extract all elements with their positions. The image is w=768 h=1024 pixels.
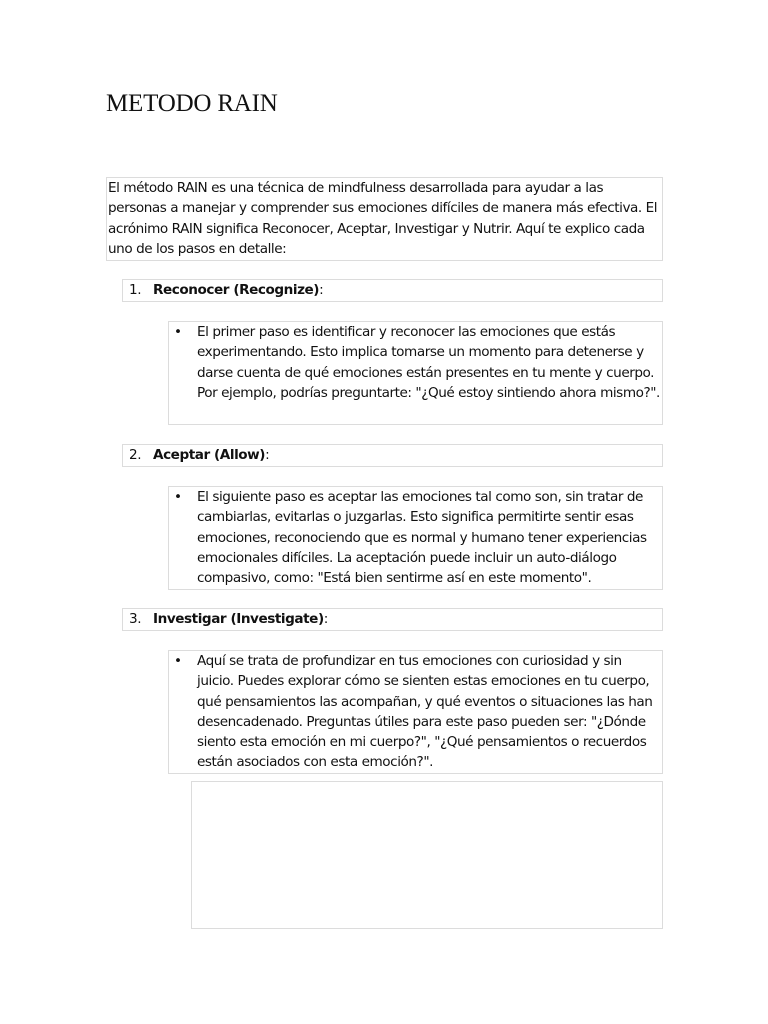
intro-paragraph: El método RAIN es una técnica de mindfulness desarrollada para ayudar a las personas a manejar y comprender sus emociones difíciles de manera más efectiva. El acrónimo RAIN significa Reconocer, Aceptar, Investigar y Nutrir. Aquí te explico cada uno de los pasos en detalle: [106, 177, 663, 261]
bullet-icon: • [174, 653, 182, 669]
step-number: 1. [129, 282, 142, 298]
step-detail-recognize [168, 321, 663, 425]
bullet-icon: • [174, 489, 182, 505]
step-detail-allow [168, 486, 663, 590]
step-number: 3. [129, 611, 142, 627]
step-heading-allow [122, 444, 663, 467]
step-name: Reconocer (Recognize) [153, 282, 320, 298]
step-number: 2. [129, 447, 142, 463]
step-name: Aceptar (Allow) [153, 447, 266, 463]
step-suffix: : [323, 611, 328, 627]
step-detail-text: El siguiente paso es aceptar las emociones tal como son, sin tratar de cambiarlas, evitarlas o juzgarlas. Esto significa permitirte sentir esas emociones, reconociendo que es normal y humano tener experiencias emocionales difíciles. La aceptación puede incluir un auto-diálogo compasivo, como: "Está bien sentirme así en este momento". [197, 489, 647, 587]
step-name: Investigar (Investigate) [153, 611, 324, 627]
step-suffix: : [319, 282, 324, 298]
step-heading-investigate [122, 608, 663, 631]
document-title: METODO RAIN [106, 90, 278, 117]
step-detail-investigate [168, 650, 663, 774]
step-heading-recognize [122, 279, 663, 302]
step-detail-text: El primer paso es identificar y reconocer las emociones que estás experimentando. Esto implica tomarse un momento para detenerse y darse cuenta de qué emociones están presentes en tu mente y cuerpo. Por ejemplo, podrías preguntarte: "¿Qué estoy sintiendo ahora mismo?". [197, 324, 660, 401]
step-detail-text: Aquí se trata de profundizar en tus emociones con curiosidad y sin juicio. Puedes explorar cómo se sienten estas emociones en tu cuerpo, qué pensamientos las acompañan, y qué eventos o situaciones las han desencadenado. Preguntas útiles para este paso pueden ser: "¿Dónde siento esta emoción en mi cuerpo?", "¿Qué pensamientos o recuerdos están asociados con esta emoción?". [197, 653, 653, 771]
empty-content-box [191, 781, 663, 929]
bullet-icon: • [174, 324, 182, 340]
step-suffix: : [265, 447, 270, 463]
